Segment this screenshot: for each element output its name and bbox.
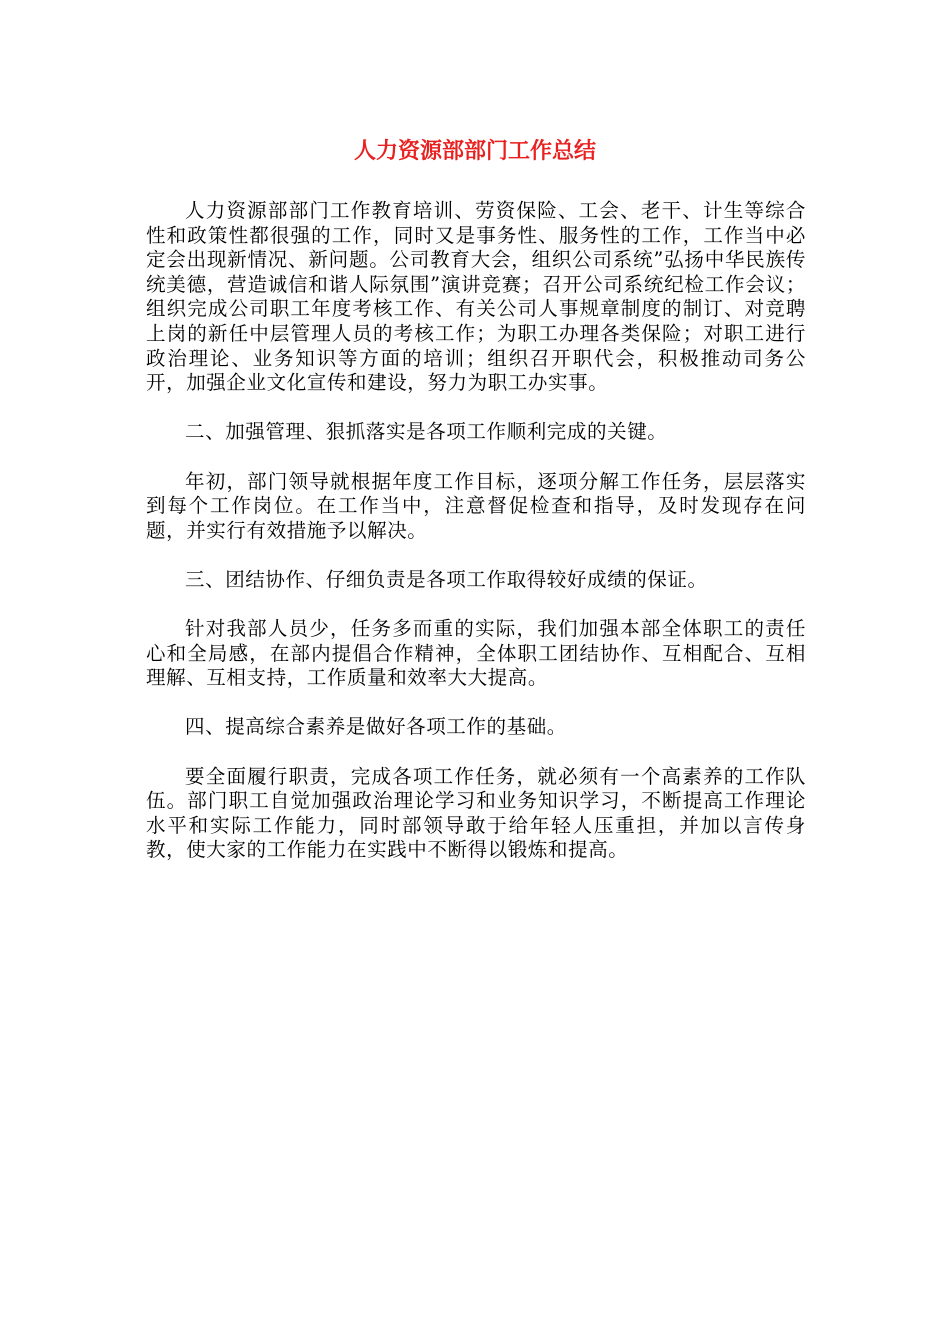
document-body bbox=[146, 199, 806, 863]
paragraph-intro: 人力资源部部门工作教育培训、劳资保险、工会、老干、计生等综合性和政策性都很强的工作，同时又是事务性、服务性的工作，工作当中必定会出现新情况、新问题。公司教育大会，组织公司系统”弘扬中华民族传统美德，营造诚信和谐人际氛围”演讲竞赛；召开公司系统纪检工作会议；组织完成公司职工年度考核工作、有关公司人事规章制度的制订、对竞聘上岗的新任中层管理人员的考核工作；为职工办理各类保险；对职工进行政治理论、业务知识等方面的培训；组织召开职代会，积极推动司务公开，加强企业文化宣传和建设，努力为职工办实事。 bbox=[146, 199, 806, 395]
paragraph-section-3: 针对我部人员少，任务多而重的实际，我们加强本部全体职工的责任心和全局感，在部内提倡合作精神，全体职工团结协作、互相配合、互相理解、互相支持，工作质量和效率大大提高。 bbox=[146, 617, 806, 690]
paragraph-section-2: 年初，部门领导就根据年度工作目标，逐项分解工作任务，层层落实到每个工作岗位。在工作当中，注意督促检查和指导，及时发现存在问题，并实行有效措施予以解决。 bbox=[146, 469, 806, 542]
heading-section-3: 三、团结协作、仔细负责是各项工作取得较好成绩的保证。 bbox=[185, 567, 708, 591]
heading-section-4: 四、提高综合素养是做好各项工作的基础。 bbox=[185, 715, 567, 739]
heading-section-2: 二、加强管理、狠抓落实是各项工作顺利完成的关键。 bbox=[185, 420, 668, 444]
paragraph-section-4: 要全面履行职责，完成各项工作任务，就必须有一个高素养的工作队伍。部门职工自觉加强政治理论学习和业务知识学习，不断提高工作理论水平和实际工作能力，同时部领导敢于给年轻人压重担，并加以言传身教，使大家的工作能力在实践中不断得以锻炼和提高。 bbox=[146, 764, 806, 862]
document-title: 人力资源部部门工作总结 bbox=[353, 139, 596, 164]
